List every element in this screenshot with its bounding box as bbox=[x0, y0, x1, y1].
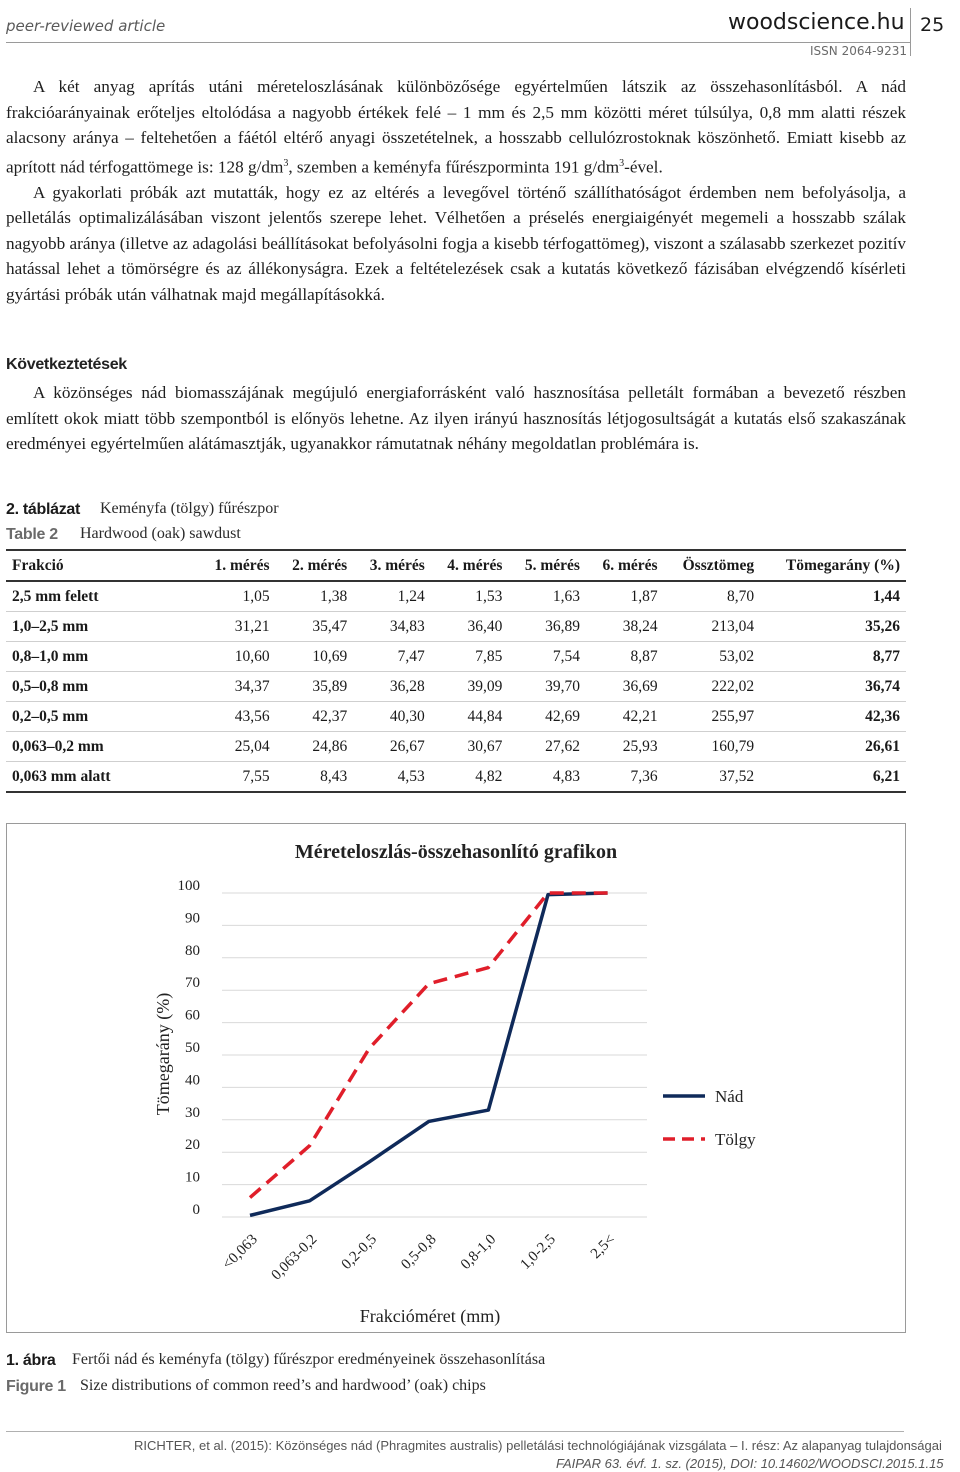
value-cell: 1,53 bbox=[431, 581, 509, 612]
table-row bbox=[6, 672, 906, 702]
y-tick-label: 100 bbox=[177, 878, 200, 894]
intro-text bbox=[6, 74, 906, 307]
column-header: 3. mérés bbox=[353, 550, 431, 581]
y-tick-label: 10 bbox=[185, 1169, 200, 1186]
value-cell: 53,02 bbox=[664, 642, 761, 672]
header-rule bbox=[6, 42, 910, 43]
x-tick-label: 0,063-0,2 bbox=[268, 1231, 321, 1284]
figure-number-en: Figure 1 bbox=[6, 1378, 66, 1395]
figure-title-en: Size distributions of common reed’s and hardwood’ (oak) chips bbox=[80, 1377, 486, 1394]
value-cell: 4,83 bbox=[508, 762, 586, 793]
value-cell: 8,87 bbox=[586, 642, 664, 672]
value-cell: 36,69 bbox=[586, 672, 664, 702]
column-header: Tömegarány (%) bbox=[760, 550, 906, 581]
table-caption-en bbox=[6, 524, 58, 544]
value-cell: 39,09 bbox=[431, 672, 509, 702]
value-cell: 7,54 bbox=[508, 642, 586, 672]
value-cell: 1,05 bbox=[198, 581, 276, 612]
value-cell: 35,26 bbox=[760, 612, 906, 642]
value-cell: 1,44 bbox=[760, 581, 906, 612]
value-cell: 37,52 bbox=[664, 762, 761, 793]
value-cell: 10,60 bbox=[198, 642, 276, 672]
footer-doi: FAIPAR 63. évf. 1. sz. (2015), DOI: 10.14602/WOODSCI.2015.1.15 bbox=[556, 1456, 944, 1471]
value-cell: 6,21 bbox=[760, 762, 906, 793]
value-cell: 39,70 bbox=[508, 672, 586, 702]
value-cell: 1,87 bbox=[586, 581, 664, 612]
y-tick-label: 80 bbox=[185, 942, 200, 959]
figure-title-hu: Fertői nád és keményfa (tölgy) fűrészpor eredményeinek összehasonlítása bbox=[72, 1351, 546, 1368]
value-cell: 25,93 bbox=[586, 732, 664, 762]
column-header: 2. mérés bbox=[276, 550, 354, 581]
page-number: 25 bbox=[920, 14, 945, 36]
table-number-hu: 2. táblázat bbox=[6, 501, 81, 518]
table-row bbox=[6, 762, 906, 793]
value-cell: 36,28 bbox=[353, 672, 431, 702]
value-cell: 7,36 bbox=[586, 762, 664, 793]
value-cell: 35,47 bbox=[276, 612, 354, 642]
value-cell: 43,56 bbox=[198, 702, 276, 732]
value-cell: 27,62 bbox=[508, 732, 586, 762]
value-cell: 25,04 bbox=[198, 732, 276, 762]
value-cell: 4,53 bbox=[353, 762, 431, 793]
table-title-hu: Keményfa (tölgy) fűrészpor bbox=[100, 500, 279, 517]
value-cell: 24,86 bbox=[276, 732, 354, 762]
intro-paragraph-2: A gyakorlati próbák azt mutatták, hogy ez az eltérés a levegővel történő szállíthatóságot érdemben nem befolyásolja, a pelletálás optimalizálásában viszont jelentős szerepe lehet. Vélhetően a préselés energiaigényét megemeli a hosszabb szálak nagyobb aránya (illetve az adagolási beállításokat befolyásolni fogja a kisebb térfogattömeg), viszont a szálasabb szerkezet pozitív hatással lehet a tömörségre és az állékonyságra. Ezek a feltételezések csak a kutatás következő fázisában elvégzendő kísérleti gyártási próbák után válhatnak majd megállapításokká. bbox=[6, 182, 906, 304]
value-cell: 255,97 bbox=[664, 702, 761, 732]
value-cell: 42,69 bbox=[508, 702, 586, 732]
value-cell: 4,82 bbox=[431, 762, 509, 793]
value-cell: 34,83 bbox=[353, 612, 431, 642]
superscript: 3 bbox=[619, 157, 625, 169]
section-title: Következtetések bbox=[6, 356, 127, 373]
intro-p1-mid: , szemben a keményfa fűrészporminta 191 g/dm bbox=[288, 157, 620, 177]
y-tick-label: 40 bbox=[185, 1072, 200, 1089]
value-cell: 38,24 bbox=[586, 612, 664, 642]
data-table bbox=[6, 549, 906, 793]
x-tick-label: 2,5< bbox=[587, 1231, 619, 1263]
value-cell: 213,04 bbox=[664, 612, 761, 642]
y-axis-label: Tömegarány (%) bbox=[153, 992, 173, 1116]
figure-caption-en bbox=[6, 1376, 66, 1396]
journal-section-label: peer-reviewed article bbox=[6, 17, 166, 35]
column-header: 4. mérés bbox=[431, 550, 509, 581]
value-cell: 42,37 bbox=[276, 702, 354, 732]
value-cell: 36,74 bbox=[760, 672, 906, 702]
column-header: 1. mérés bbox=[198, 550, 276, 581]
table-row bbox=[6, 581, 906, 612]
y-tick-label: 50 bbox=[185, 1040, 200, 1056]
superscript: 3 bbox=[283, 157, 289, 169]
issn: ISSN 2064-9231 bbox=[810, 44, 907, 58]
column-header: Össztömeg bbox=[664, 550, 761, 581]
y-tick-label: 90 bbox=[185, 910, 200, 927]
fraction-cell: 0,063 mm alatt bbox=[6, 762, 198, 793]
value-cell: 8,70 bbox=[664, 581, 761, 612]
value-cell: 34,37 bbox=[198, 672, 276, 702]
value-cell: 7,55 bbox=[198, 762, 276, 793]
figure-number-hu: 1. ábra bbox=[6, 1352, 56, 1369]
legend-label: Nád bbox=[715, 1087, 744, 1106]
x-tick-label: 1,0-2,5 bbox=[517, 1231, 559, 1273]
table-header-row bbox=[6, 550, 906, 581]
value-cell: 10,69 bbox=[276, 642, 354, 672]
table-caption-hu bbox=[6, 499, 80, 519]
value-cell: 8,43 bbox=[276, 762, 354, 793]
x-tick-label: 0,8-1,0 bbox=[457, 1231, 500, 1273]
value-cell: 40,30 bbox=[353, 702, 431, 732]
table-row bbox=[6, 642, 906, 672]
conclusions-paragraph: A közönséges nád biomasszájának megújuló energiaforrásként való hasznosítása pelletált formában a bevezető részben említett okok miatt több szempontból is előnyös lehetne. Az ilyen irányú hasznosítás létjogosultságát a kutatás első szakaszának eredményei egyértelműen alátámasztják, ugyanakkor rámutatnak néhány megoldatlan problémára is. bbox=[6, 383, 906, 453]
value-cell: 36,40 bbox=[431, 612, 509, 642]
value-cell: 1,63 bbox=[508, 581, 586, 612]
y-tick-label: 60 bbox=[185, 1007, 200, 1024]
value-cell: 7,47 bbox=[353, 642, 431, 672]
chart-frame bbox=[6, 823, 906, 1333]
fraction-cell: 0,5–0,8 mm bbox=[6, 672, 198, 702]
value-cell: 1,38 bbox=[276, 581, 354, 612]
intro-p1-text: A két anyag aprítás utáni méreteloszlásának különbözősége egyértelműen látszik az összehasonlításból. A nád frakcióarányainak erőteljes eltolódása a nagyobb értékek felé – 1 mm és 2,5 mm közötti méret túlsúlya, 0,8 mm alatti részek alacsony aránya – feltehetően a fáétól eltérő anyagi összetételnek, a hosszabb cellulózrostoknak köszönhető. Emiatt kisebb az aprított nád térfogattömege is: 128 g/dm bbox=[6, 77, 906, 177]
fraction-cell: 1,0–2,5 mm bbox=[6, 612, 198, 642]
value-cell: 1,24 bbox=[353, 581, 431, 612]
column-header: 5. mérés bbox=[508, 550, 586, 581]
journal-site[interactable]: woodscience.hu bbox=[728, 10, 905, 35]
value-cell: 26,67 bbox=[353, 732, 431, 762]
value-cell: 7,85 bbox=[431, 642, 509, 672]
series-line-n-d bbox=[250, 893, 608, 1215]
fraction-cell: 0,063–0,2 mm bbox=[6, 732, 198, 762]
fraction-cell: 0,2–0,5 mm bbox=[6, 702, 198, 732]
y-tick-label: 0 bbox=[192, 1202, 200, 1218]
legend-label: Tölgy bbox=[715, 1130, 756, 1149]
conclusions-text bbox=[6, 380, 906, 457]
footer-citation: RICHTER, et al. (2015): Közönséges nád (Phragmites australis) pelletálási technológiájának vizsgálata – I. rész: Az alapanyag tulajdonságai bbox=[134, 1438, 942, 1453]
line-chart bbox=[7, 824, 905, 1332]
table-title-en: Hardwood (oak) sawdust bbox=[80, 525, 241, 542]
value-cell: 36,89 bbox=[508, 612, 586, 642]
figure-caption-hu bbox=[6, 1350, 56, 1370]
intro-paragraph-1 bbox=[6, 74, 906, 180]
y-tick-label: 20 bbox=[185, 1137, 200, 1154]
x-tick-label: 0,5-0,8 bbox=[398, 1231, 440, 1273]
value-cell: 44,84 bbox=[431, 702, 509, 732]
value-cell: 42,36 bbox=[760, 702, 906, 732]
intro-p1-end: -ével. bbox=[624, 157, 663, 177]
column-header: 6. mérés bbox=[586, 550, 664, 581]
value-cell: 31,21 bbox=[198, 612, 276, 642]
y-tick-label: 30 bbox=[185, 1104, 200, 1121]
fraction-cell: 2,5 mm felett bbox=[6, 581, 198, 612]
header-divider bbox=[910, 8, 911, 56]
value-cell: 35,89 bbox=[276, 672, 354, 702]
column-header: Frakció bbox=[6, 550, 198, 581]
value-cell: 26,61 bbox=[760, 732, 906, 762]
fraction-cell: 0,8–1,0 mm bbox=[6, 642, 198, 672]
x-axis-label: Frakcióméret (mm) bbox=[359, 1306, 501, 1326]
value-cell: 222,02 bbox=[664, 672, 761, 702]
table-number-en: Table 2 bbox=[6, 526, 58, 543]
table-row bbox=[6, 732, 906, 762]
footer-rule bbox=[6, 1431, 904, 1432]
value-cell: 42,21 bbox=[586, 702, 664, 732]
x-tick-label: <0,063 bbox=[219, 1231, 261, 1273]
value-cell: 8,77 bbox=[760, 642, 906, 672]
y-tick-label: 70 bbox=[185, 975, 200, 992]
value-cell: 30,67 bbox=[431, 732, 509, 762]
chart-title: Méreteloszlás-összehasonlító grafikon bbox=[294, 841, 618, 863]
x-tick-label: 0,2-0,5 bbox=[338, 1231, 381, 1273]
table-row bbox=[6, 612, 906, 642]
value-cell: 160,79 bbox=[664, 732, 761, 762]
table-row bbox=[6, 702, 906, 732]
